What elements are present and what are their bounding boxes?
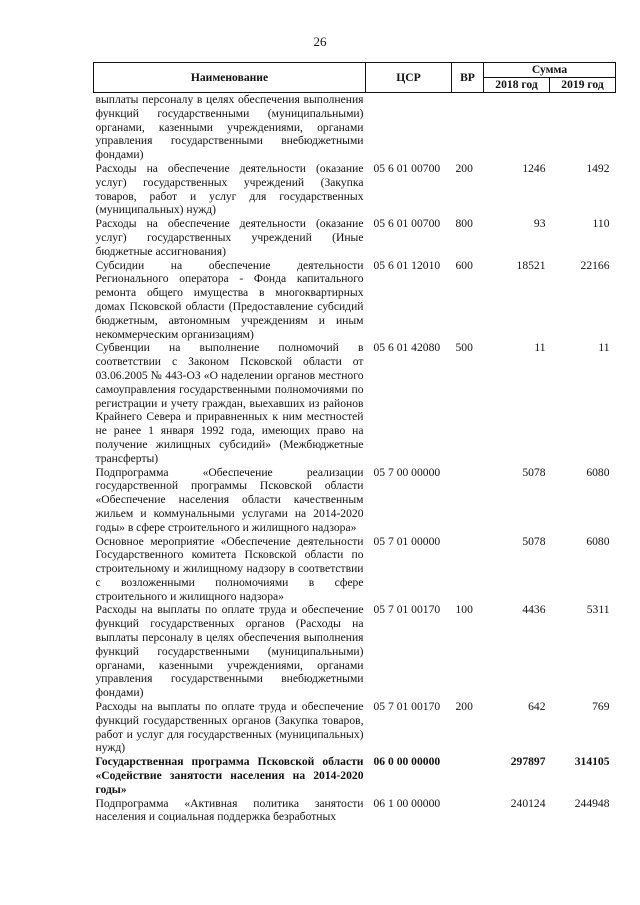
- row-sum-2018: 11: [534, 341, 546, 355]
- table-row: [94, 217, 616, 258]
- row-vr: 200: [455, 700, 473, 714]
- row-sum-2019: 110: [592, 217, 610, 231]
- row-csr: 05 7 00 00000: [373, 465, 441, 479]
- table-row: [94, 466, 616, 535]
- page-number: 26: [313, 34, 327, 49]
- row-csr: [366, 93, 452, 162]
- row-sum-2019: 5311: [586, 603, 610, 617]
- row-vr: [452, 93, 484, 162]
- row-sum-2019: 22166: [580, 258, 610, 272]
- header-year-2018: 2018 год: [484, 78, 550, 93]
- row-sum-2018: 18521: [516, 258, 546, 272]
- row-vr: [452, 755, 484, 796]
- row-sum-2018: 93: [533, 217, 546, 231]
- row-sum-2019: 769: [592, 700, 610, 714]
- header-year-2019: 2019 год: [550, 78, 616, 93]
- row-sum-2018: 297897: [510, 755, 546, 769]
- budget-table: [93, 62, 616, 824]
- header-sum: Сумма: [484, 63, 616, 78]
- row-name: Расходы на обеспечение деятельности (оказание услуг) государственных учреждений (Закупка товаров, работ и услуг для государственных (муниципальных) нужд): [95, 161, 364, 217]
- row-name: Расходы на обеспечение деятельности (оказание услуг) государственных учреждений (Иные бюджетные ассигнования): [95, 217, 364, 258]
- row-sum-2019: [550, 93, 616, 162]
- row-name: выплаты персоналу в целях обеспечения выполнения функций государственными (муниципальными) органами, казенными учреждениями, органами управления государственными внебюджетными фондами): [95, 93, 364, 162]
- table-row: [94, 755, 616, 796]
- row-sum-2018: 642: [528, 700, 546, 714]
- row-csr: 05 6 01 00700: [373, 161, 441, 175]
- row-sum-2019: 244948: [574, 796, 610, 810]
- row-sum-2018: 4436: [522, 603, 546, 617]
- row-name: Расходы на выплаты по оплате труда и обеспечение функций государственных органов (Закупка товаров, работ и услуг для государственных (муниципальных) нужд): [95, 700, 364, 755]
- row-sum-2019: 1492: [586, 161, 610, 175]
- row-vr: [452, 535, 484, 604]
- row-sum-2018: [484, 93, 550, 162]
- row-name: Расходы на выплаты по оплате труда и обеспечение функций государственных органов (Расходы на выплаты персоналу в целях обеспечения выполнения функций государственными (муниципальными) органами, казенными учреждениями, органами управления государственными внебюджетными фондами): [95, 603, 364, 700]
- row-vr: 200: [455, 161, 473, 175]
- row-vr: [452, 797, 484, 825]
- table-header: [94, 63, 616, 93]
- row-vr: [452, 466, 484, 535]
- row-name: Подпрограмма «Обеспечение реализации государственной программы Псковской области «Обеспечение населения области качественным жильем и коммунальными услугами на 2014-2020 годы» в сфере строительного и жилищного надзора»: [95, 465, 364, 534]
- header-vr: ВР: [452, 63, 484, 93]
- row-csr: 05 6 01 00700: [373, 217, 441, 231]
- row-sum-2019: 6080: [586, 534, 610, 548]
- row-vr: 800: [455, 217, 473, 231]
- row-sum-2018: 5078: [522, 465, 546, 479]
- table-row: [94, 162, 616, 217]
- row-name: Основное мероприятие «Обеспечение деятельности Государственного комитета Псковской области по строительному и жилищному надзору в соответствии с возложенными полномочиями в сфере строительного и жилищного надзора»: [95, 534, 364, 603]
- header-csr: ЦСР: [366, 63, 452, 93]
- row-name: Субвенции на выполнение полномочий в соответствии с Законом Псковской области от 03.06.2005 № 443-ОЗ «О наделении органов местного самоуправления государственными полномочиями по регистрации и учету граждан, выехавших из районов Крайнего Севера и приравненных к ним местностей не ранее 1 января 1992 года, имеющих право на получение жилищных субсидий» (Межбюджетные трансферты): [95, 341, 364, 465]
- table-row: [94, 535, 616, 604]
- table-body: [94, 93, 616, 825]
- row-name: Субсидии на обеспечение деятельности Регионального оператора - Фонда капитального ремонта общего имущества в многоквартирных домах Псковской области (Предоставление субсидий бюджетным, автономным учреждениям и иным некоммерческим организациям): [95, 258, 364, 341]
- row-csr: 06 1 00 00000: [373, 796, 441, 810]
- header-name: Наименование: [94, 63, 366, 93]
- row-csr: 05 7 01 00170: [373, 700, 441, 714]
- row-csr: 05 6 01 42080: [373, 341, 441, 355]
- table-row: [94, 341, 616, 465]
- table-row: [94, 603, 616, 700]
- row-sum-2018: 5078: [522, 534, 546, 548]
- row-sum-2019: 314105: [574, 755, 610, 769]
- row-vr: 500: [455, 341, 473, 355]
- table-row: [94, 700, 616, 755]
- row-vr: 600: [455, 258, 473, 272]
- row-vr: 100: [455, 603, 473, 617]
- row-csr: 05 7 01 00170: [373, 603, 441, 617]
- row-sum-2019: 6080: [586, 465, 610, 479]
- row-sum-2018: 240124: [510, 796, 546, 810]
- row-csr: 06 0 00 00000: [373, 755, 441, 769]
- row-csr: 05 7 01 00000: [373, 534, 441, 548]
- row-sum-2019: 11: [598, 341, 610, 355]
- table-row: [94, 93, 616, 162]
- table-row: [94, 259, 616, 342]
- table-row: [94, 797, 616, 825]
- row-sum-2018: 1246: [522, 161, 546, 175]
- row-name: Государственная программа Псковской области «Содействие занятости населения на 2014-2020 годы»: [95, 755, 364, 796]
- row-name: Подпрограмма «Активная политика занятости населения и социальная поддержка безработных: [95, 796, 364, 824]
- row-csr: 05 6 01 12010: [373, 258, 441, 272]
